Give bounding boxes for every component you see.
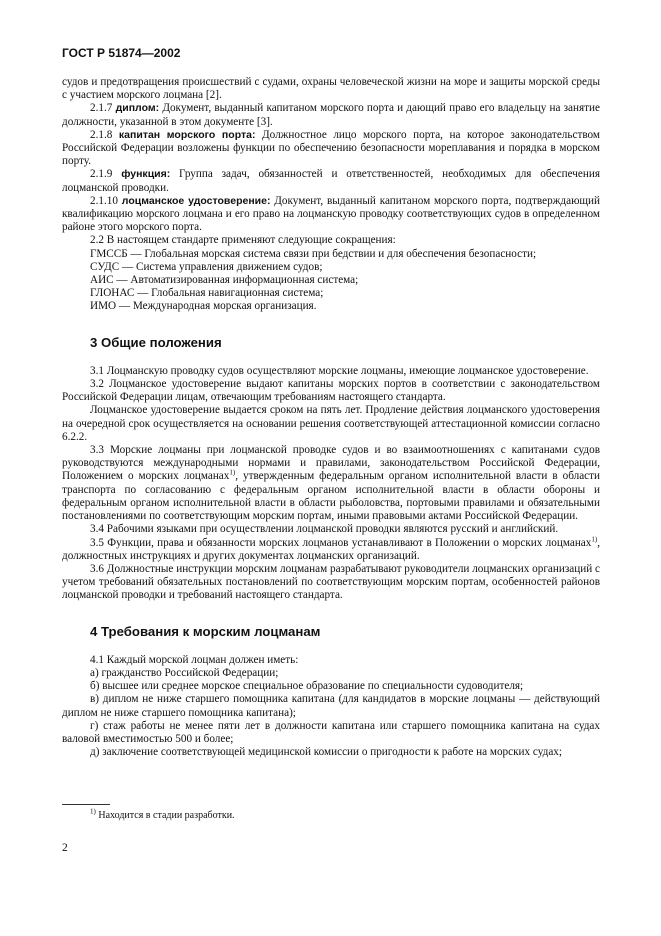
abbreviation-item: СУДС — Система управления движением судов; bbox=[90, 260, 323, 273]
clause-3-5 bbox=[62, 534, 600, 563]
defined-term: диплом: bbox=[115, 102, 160, 115]
paragraph: судов и предотвращения происшествий с судами, охраны человеческой жизни на море и защиты морской среды с участием морского лоцмана [2]. bbox=[62, 76, 600, 102]
list-item-g: г) стаж работы не менее пяти лет в должности капитана или старшего помощника капитана на судах валовой вместимостью 500 и более; bbox=[62, 719, 600, 745]
clause-3-1: 3.1 Лоцманскую проводку судов осуществляют морские лоцманы, имеющие лоцманское удостоверение. bbox=[90, 364, 589, 377]
definition-text: Должностное лицо морского порта, на которое законодательством Российской Федерации возложены функции по обеспечению безопасности мореплавания и порядка в морском порту. bbox=[62, 128, 600, 168]
clause-2-2: 2.2 В настоящем стандарте применяют следующие сокращения: bbox=[90, 234, 396, 247]
definition-text: Группа задач, обязанностей и ответственностей, необходимых для обеспечения лоцманской проводки. bbox=[62, 168, 601, 194]
abbreviation-item: АИС — Автоматизированная информационная система; bbox=[90, 274, 359, 287]
definition-2-1-9 bbox=[62, 168, 600, 194]
clause-3-4: 3.4 Рабочими языками при осуществлении лоцманской проводки являются русский и английский. bbox=[90, 523, 559, 536]
clause-4-1: 4.1 Каждый морской лоцман должен иметь: bbox=[90, 653, 299, 666]
defined-term: лоцманское удостоверение: bbox=[121, 194, 271, 207]
definition-text: Документ, выданный капитаном морского порта и дающий право его владельцу на занятие должности, указанной в этом документе [3]. bbox=[62, 102, 600, 128]
clause-number: 2.1.9 bbox=[90, 168, 113, 181]
clause-text: 3.3 Морские лоцманы при лоцманской проводке судов и во взаимоотношениях с капитанами судов руководствуются международными нормами и правилами, законодательством Российской Федерации, Положением о морских лоцманах bbox=[62, 444, 600, 483]
clause-3-2-continued: Лоцманское удостоверение выдается сроком на пять лет. Продление действия лоцманского удостоверения на очередной срок осуществляется на основании решения соответствующей аттестационной комиссии согласно 6.2.2. bbox=[62, 404, 600, 443]
abbreviation-item: ГМССБ — Глобальная морская система связи при бедствии и для обеспечения безопасности; bbox=[90, 247, 537, 260]
list-item-d: д) заключение соответствующей медицинской комиссии о пригодности к работе на морских судах; bbox=[90, 746, 562, 759]
section-3-heading: 3 Общие положения bbox=[90, 334, 222, 350]
clause-text: , утвержденным федеральным органом исполнительной власти в области транспорта по согласованию с федеральным органом исполнительной власти в области обороны и федеральным органом исполнительной власти в области рыболовства, портовыми правилами и обязательными постановлениями по соответствующим морским портам, иными правовыми актами Российской Федерации. bbox=[62, 470, 600, 523]
definition-2-1-10 bbox=[62, 195, 600, 235]
page-content bbox=[62, 76, 600, 759]
footnote-text: Находится в стадии разработки. bbox=[98, 810, 235, 821]
page-number: 2 bbox=[62, 842, 68, 854]
clause-text: 3.5 Функции, права и обязанности морских лоцманов устанавливают в Положении о морских лоцманах bbox=[90, 536, 592, 549]
footnote-ref: 1) bbox=[591, 534, 598, 543]
definition-2-1-7 bbox=[62, 102, 600, 128]
clause-3-2: 3.2 Лоцманское удостоверение выдают капитаны морских портов в соответствии с законодательством Российской Федерации лицам, отвечающим требованиям настоящего стандарта. bbox=[62, 378, 600, 404]
definition-2-1-8 bbox=[62, 129, 600, 169]
footnote bbox=[90, 807, 235, 821]
section-4-heading: 4 Требования к морским лоцманам bbox=[90, 623, 321, 639]
abbreviation-item: ГЛОНАС — Глобальная навигационная система; bbox=[90, 287, 324, 300]
definition-text: Документ, выданный капитаном морского порта, подтверждающий квалификацию морского лоцмана и его право на лоцманскую проводку соответствующих судов в определенном районе этого морского порта. bbox=[62, 194, 601, 234]
clause-number: 2.1.7 bbox=[90, 102, 113, 115]
clause-number: 2.1.10 bbox=[90, 194, 118, 207]
abbreviation-item: ИМО — Международная морская организация. bbox=[90, 300, 317, 313]
clause-text: , должностных инструкциях и других документах лоцманских организаций. bbox=[62, 536, 600, 562]
defined-term: капитан морского порта: bbox=[118, 128, 256, 141]
defined-term: функция: bbox=[121, 168, 171, 181]
footnote-ref: 1) bbox=[229, 468, 236, 477]
list-item-a: а) гражданство Российской Федерации; bbox=[90, 666, 279, 679]
footnote-divider bbox=[62, 804, 110, 805]
list-item-v: в) диплом не ниже старшего помощника капитана (для кандидатов в морские лоцманы — действующий диплом не ниже старшего помощника капитана); bbox=[62, 693, 600, 719]
footnote-marker: 1) bbox=[90, 807, 96, 816]
document-header: ГОСТ Р 51874—2002 bbox=[62, 46, 181, 60]
clause-3-3 bbox=[62, 444, 600, 523]
clause-number: 2.1.8 bbox=[90, 128, 113, 141]
list-item-b: б) высшее или среднее морское специальное образование по специальности судоводителя; bbox=[90, 680, 524, 693]
clause-3-6: 3.6 Должностные инструкции морским лоцманам разрабатывают руководители лоцманских организаций с учетом требований обязательных постановлений по соответствующим морским портам, особенностей районов лоцманской проводки и требований настоящего стандарта. bbox=[62, 562, 600, 602]
